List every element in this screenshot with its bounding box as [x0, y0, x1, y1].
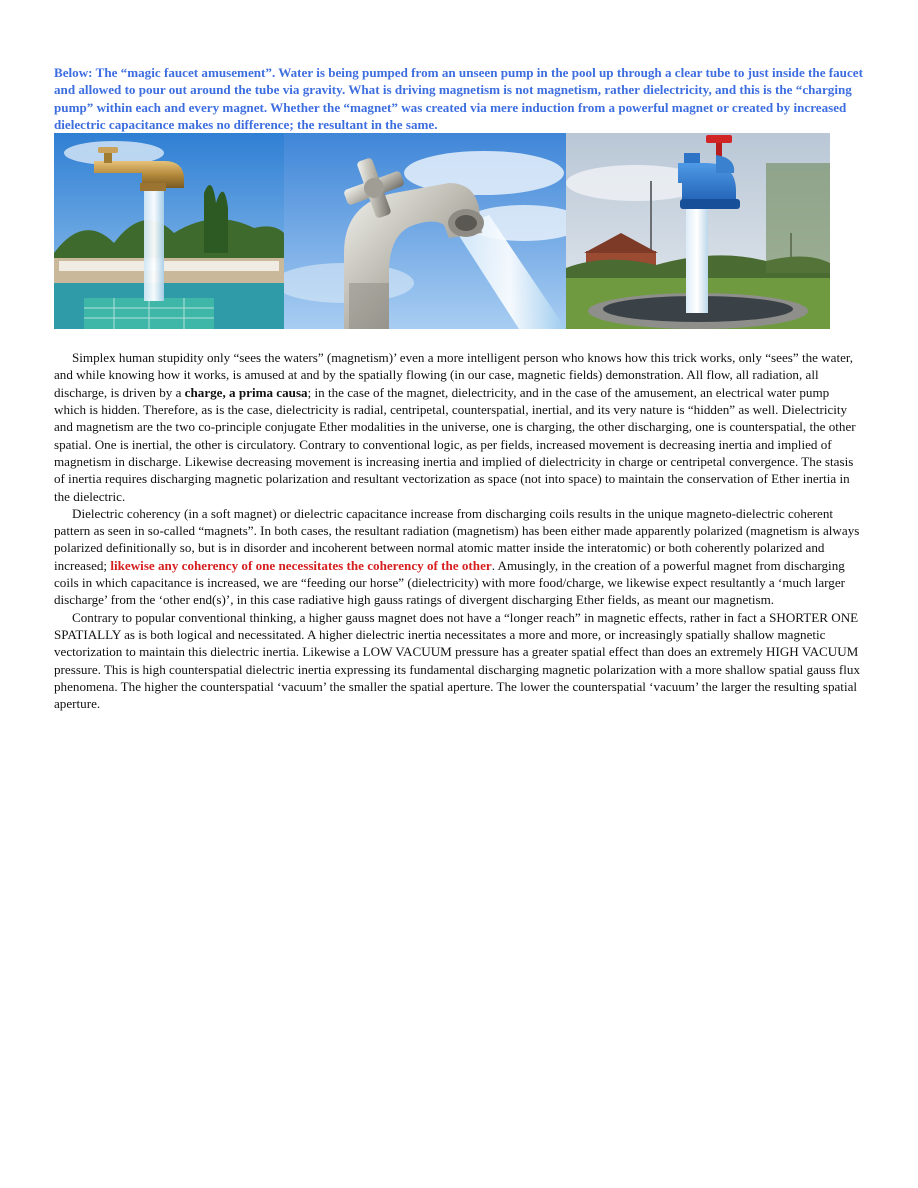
photo-golden-faucet	[54, 133, 284, 329]
document-page	[54, 64, 864, 712]
photo-blue-faucet	[566, 133, 830, 329]
image-caption: Below: The “magic faucet amusement”. Water is being pumped from an unseen pump in the pool up through a clear tube to just inside the faucet and allowed to pour out around the tube via gravity. What is driving magnetism is not magnetism, rather dielectricity, and this is the “charging pump” within each and every magnet. Whether the “magnet” was created via mere induction from a powerful magnet or created by increased dielectric capacitance makes no difference; the resultant in the same.	[54, 65, 863, 132]
paragraph-3: Contrary to popular conventional thinking, a higher gauss magnet does not have a “longer reach” in magnetic effects, rather in fact a SHORTER ONE SPATIALLY as is both logical and necessitated. A higher dielectric inertia necessitates a more and more, or increasingly spatially shallow magnetic vectorization to maintain this dielectric inertia. Likewise a LOW VACUUM pressure has a greater spatial effect than does an extremely HIGH VACUUM pressure. This is high counterspatial dielectric inertia expressing its fundamental discharging magnetic polarization with a more shallow spatial gauss flux phenomena. The higher the counterspatial ‘vacuum’ the smaller the spatial aperture. The lower the counterspatial ‘vacuum’ the larger the resulting spatial aperture.	[54, 609, 861, 712]
photo-strip	[54, 133, 864, 329]
highlight-coherency: likewise any coherency of one necessitates the coherency of the other	[110, 557, 492, 573]
paragraph-2: Dielectric coherency (in a soft magnet) or dielectric capacitance increase from discharging coils results in the unique magneto-dielectric coherent pattern as seen in so-called “magnets”. In both cases, the resultant radiation (magnetism) has been either made apparently polarized (magnetism is always polarized definitionally so, but is in disorder and incoherent between normal atomic matter inside the interatomic) or both coherently polarized and increased; likewise any coherency of one necessitates the coherency of the other. Amusingly, in the creation of a powerful magnet from discharging coils in which capacitance is increased, we are “feeding our horse” (dielectricity) with more food/charge, we likewise expect resultantly a ‘much larger discharge’ from the ‘other end(s)’, in this case radiative high gauss ratings of divergent discharging Ether fields, as meant our magnetism.	[54, 505, 860, 608]
emphasis-charge: charge, a prima causa	[184, 384, 308, 400]
paragraph-1: Simplex human stupidity only “sees the waters” (magnetism)’ even a more intelligent person who knows how this trick works, only “sees” the water, and while knowing how it works, is amused at and by the spatially flowing (in our case, magnetic fields) demonstration. All flow, all radiation, all discharge, is driven by a charge, a prima causa; in the case of the magnet, dielectricity, and in the case of the amusement, an electrical water pump which is hidden. Therefore, as is the case, dielectricity is radial, centripetal, counterspatial, inertial, and its very nature is “hidden” as well. Dielectricity and magnetism are the two co-principle conjugate Ether modalities in the universe, one is charging, the other discharging, one is counterspatial, the other spatial. One is inertial, the other is circulatory. Contrary to conventional logic, as per fields, increased movement is decreasing inertia and implied of magnetism in discharge. Likewise decreasing movement is increasing inertia and implied of dielectricity in charge or centripetal convergence. The stasis of inertia requires discharging magnetic polarization and resultant vectorization as space (not into space) to maintain the conservation of Ether inertia in the dielectric.	[54, 350, 856, 504]
photo-silver-faucet	[284, 133, 566, 329]
body-text	[54, 349, 864, 712]
